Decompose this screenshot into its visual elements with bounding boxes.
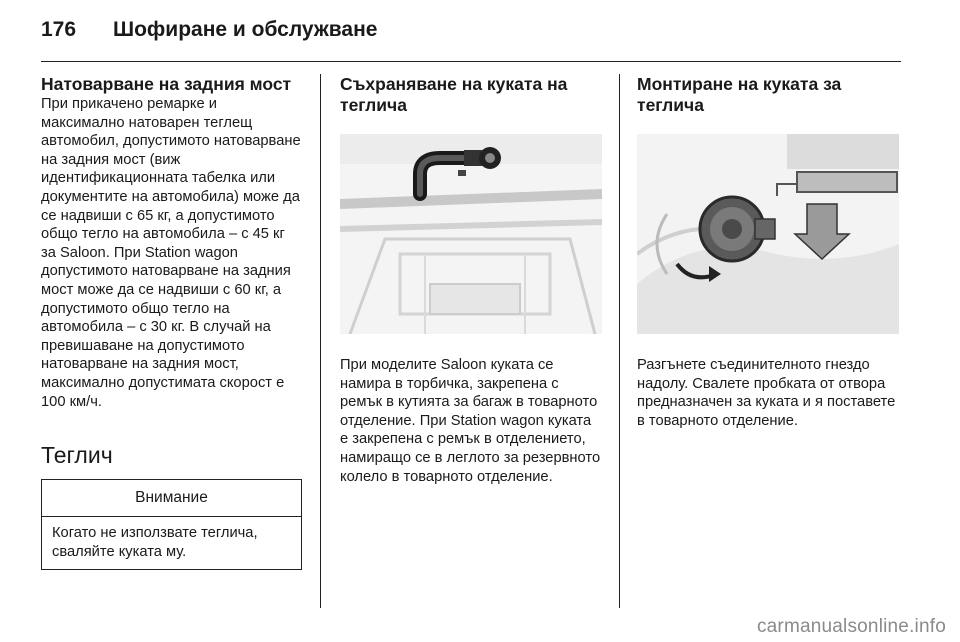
hook-mounting-illustration — [637, 134, 899, 334]
section-heading: Съхраняване на куката на теглича — [340, 74, 568, 115]
warning-box — [41, 479, 302, 570]
body-paragraph: При прикачено ремарке и максимално натоварен теглещ автомобил, допустимото натоварване на задния мост (виж идентификационната табелка или документите на автомобила) може да се надвиши с 65 кг, а допустимото общо тегло на автомобила – с 45 кг за Saloon. При Station wagon допустимото натоварване на задния мост може да се надвиши с 60 кг, а допустимото общо тегло на автомобила – с 30 кг. В случай на превишаване на допустимото натоварване на задния мост, максимално допустимата скорост е 100 км/ч. — [41, 96, 301, 410]
chapter-title: Шофиране и обслужване — [113, 18, 378, 41]
column-divider — [320, 74, 321, 608]
column-hook-storage — [340, 74, 602, 486]
column-hook-mounting — [637, 74, 899, 430]
header-rule — [41, 61, 901, 62]
section-heading: Натоварване на задния мост — [41, 74, 292, 94]
warning-title: Внимание — [42, 480, 301, 517]
watermark: carmanualsonline.info — [756, 616, 946, 637]
page-header — [41, 18, 901, 48]
body-paragraph: При моделите Saloon куката се намира в торбичка, закрепена с ремък в кутията за багаж в товарното отделение. При Station wagon куката е закрепена с ремък в отделението, намиращо се в леглото за резервното колело в товарното отделение. — [340, 357, 601, 485]
column-rear-axle-load — [41, 74, 303, 570]
body-paragraph: Разгънете съединителното гнездо надолу. Свалете пробката от отвора предназначен за куката и я поставете в товарното отделение. — [637, 357, 896, 429]
page-number: 176 — [41, 18, 77, 41]
warning-text: Когато не използвате теглича, сваляйте куката му. — [52, 525, 258, 560]
hook-storage-illustration — [340, 134, 602, 334]
section-heading: Монтиране на куката за теглича — [637, 74, 842, 115]
column-divider — [619, 74, 620, 608]
section-title-towbar: Теглич — [41, 442, 113, 469]
